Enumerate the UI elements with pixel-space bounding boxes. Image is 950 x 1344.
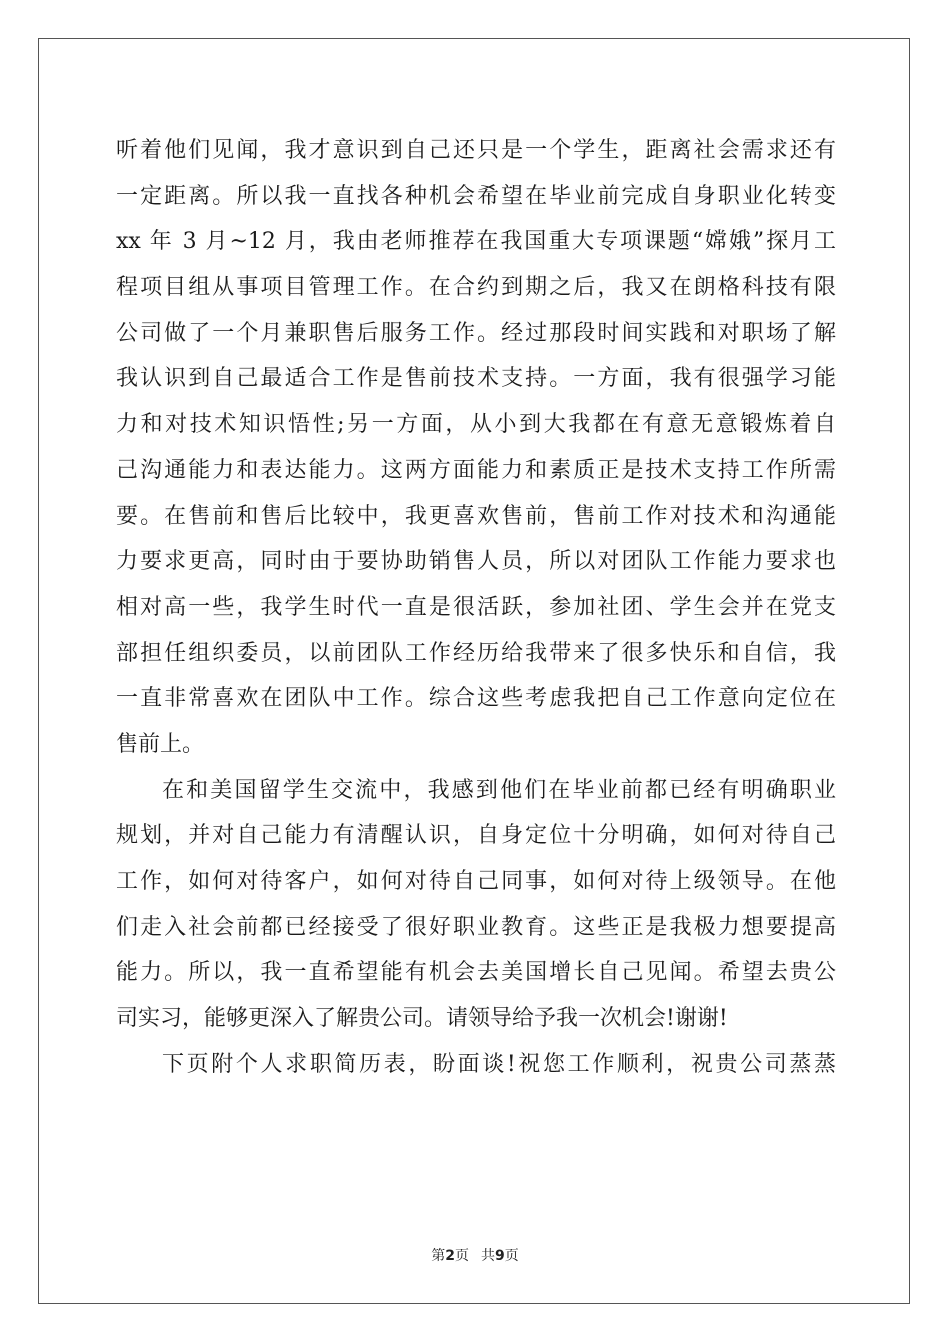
footer-page-suffix: 页 (455, 1248, 469, 1264)
footer-page-number: 2 (445, 1248, 455, 1264)
footer-total-pages: 9 (495, 1248, 505, 1264)
text-line: 规划，并对自己能力有清醒认识，自身定位十分明确，如何对待自己 (116, 823, 836, 849)
page-footer (0, 1245, 950, 1265)
text-line: 能力。所以，我一直希望能有机会去美国增长自己见闻。希望去贵公 (116, 960, 836, 986)
footer-total-prefix: 共 (481, 1248, 495, 1264)
footer-total-suffix: 页 (504, 1248, 519, 1264)
text-line: 们走入社会前都已经接受了很好职业教育。这些正是我极力想要提高 (116, 914, 836, 940)
text-line: 一直非常喜欢在团队中工作。综合这些考虑我把自己工作意向定位在 (116, 686, 836, 712)
text-line: 下页附个人求职简历表，盼面谈!祝您工作顺利，祝贵公司蒸蒸 (162, 1051, 836, 1077)
text-line: 听着他们见闻，我才意识到自己还只是一个学生，距离社会需求还有 (116, 138, 836, 163)
document-body (116, 128, 836, 1087)
text-line: 一定距离。所以我一直找各种机会希望在毕业前完成自身职业化转变 (116, 183, 836, 209)
text-line: 部担任组织委员，以前团队工作经历给我带来了很多快乐和自信，我 (116, 640, 836, 666)
text-line: 力和对技术知识悟性;另一方面，从小到大我都在有意无意锻炼着自 (116, 412, 836, 438)
text-line: 工作，如何对待客户，如何对待自己同事，如何对待上级领导。在他 (116, 869, 836, 894)
text-line: 要。在售前和售后比较中，我更喜欢售前，售前工作对技术和沟通能 (116, 503, 836, 529)
text-line: 售前上。 (116, 731, 205, 757)
text-line: 力要求更高，同时由于要协助销售人员，所以对团队工作能力要求也 (116, 549, 836, 575)
text-line: 我认识到自己最适合工作是售前技术支持。一方面，我有很强学习能 (116, 366, 836, 392)
text-line: 己沟通能力和表达能力。这两方面能力和素质正是技术支持工作所需 (116, 457, 836, 483)
text-line: 在和美国留学生交流中，我感到他们在毕业前都已经有明确职业 (162, 777, 836, 803)
text-line: 公司做了一个月兼职售后服务工作。经过那段时间实践和对职场了解 (116, 320, 836, 346)
text-line: 程项目组从事项目管理工作。在合约到期之后，我又在朗格科技有限 (116, 275, 836, 301)
text-line: xx 年 3 月~12 月，我由老师推荐在我国重大专项课题“嫦娥”探月工 (116, 229, 836, 255)
text-line: 相对高一些，我学生时代一直是很活跃，参加社团、学生会并在党支 (116, 594, 836, 620)
footer-page-prefix: 第 (431, 1248, 446, 1264)
text-line: 司实习，能够更深入了解贵公司。请领导给予我一次机会!谢谢! (116, 1006, 728, 1032)
